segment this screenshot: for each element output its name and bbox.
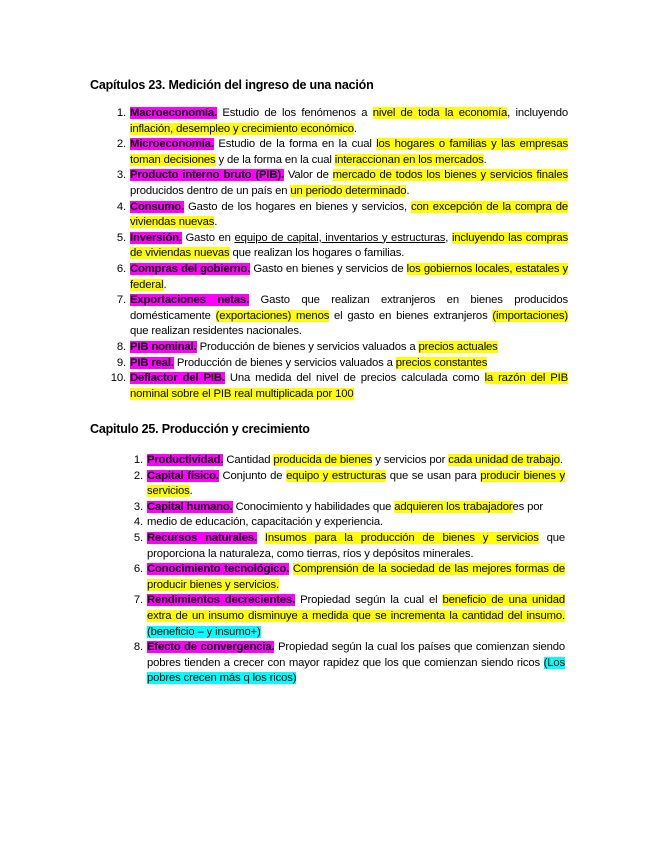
definition-text: Conocimiento y habilidades que <box>232 500 395 513</box>
cyan-highlight: (Los pobres crecen más q los ricos) <box>147 656 565 685</box>
item-number: 1. <box>116 107 126 119</box>
item-number: 9. <box>116 356 126 369</box>
definition-text: . <box>163 278 167 291</box>
definition-text: Propiedad según la cual el <box>295 594 443 607</box>
term: Productividad. <box>147 454 224 466</box>
definition-text: Una medida del nivel de precios calculada como <box>224 372 485 385</box>
list-item <box>125 562 565 593</box>
definition-text: el gasto en bienes extranjeros <box>329 309 493 322</box>
item-number: 6. <box>133 563 143 576</box>
item-number: 5. <box>133 531 143 544</box>
item-number: 3. <box>133 500 143 513</box>
term: Deflactor del PIB. <box>130 372 225 385</box>
yellow-highlight: beneficio de una unidad extra de un insumo disminuye a medida que se incrementa la cantidad del insumo. <box>147 594 565 622</box>
term: Compras del gobierno. <box>130 262 251 275</box>
item-number: 7. <box>116 294 126 307</box>
term: Macroeconomía. <box>130 107 218 119</box>
list-item <box>108 293 568 340</box>
list-item <box>108 356 568 372</box>
list-item <box>125 531 565 562</box>
definition-text: . <box>214 216 218 229</box>
yellow-highlight: incluyendo las compras de viviendas nuevas <box>130 231 568 260</box>
yellow-highlight: con excepción de la compra de viviendas nuevas <box>130 200 568 229</box>
definition-text: Producción de bienes y servicios valuados a <box>196 340 419 353</box>
definition-text <box>257 532 265 544</box>
list-item <box>108 371 568 402</box>
definition-text: Gasto que realizan extranjeros en bienes producidos domésticamente <box>130 294 568 322</box>
term: Recursos naturales. <box>147 531 258 544</box>
definition-text: Estudio de la forma en la cual <box>213 138 377 151</box>
yellow-highlight: (importaciones) <box>492 309 568 322</box>
definition-text: Conjunto de <box>218 469 287 482</box>
item-number: 4. <box>116 200 126 213</box>
definition-text: medio de educación, capacitación y experiencia. <box>147 516 383 529</box>
term: Efecto de convergencia. <box>147 641 275 654</box>
yellow-highlight: inflación, desempleo y crecimiento económico <box>130 122 354 135</box>
yellow-highlight: (exportaciones) menos <box>215 309 330 322</box>
chapter-23-definitions-list <box>108 106 568 402</box>
list-item <box>108 200 568 231</box>
term: Consumo. <box>130 200 185 213</box>
definition-text: , incluyendo <box>507 107 568 119</box>
item-number: 2. <box>133 469 143 482</box>
item-number: 2. <box>116 138 126 151</box>
yellow-highlight: interaccionan en los mercados <box>334 153 484 166</box>
yellow-highlight: precios actuales <box>418 340 498 353</box>
term: Capital físico. <box>147 469 219 482</box>
definition-text: , <box>445 231 452 244</box>
underlined-text: equipo de capital, inventarios y estructuras <box>234 231 446 244</box>
definition-text: . <box>406 184 410 197</box>
definition-text: que realizan residentes nacionales. <box>130 325 302 338</box>
item-number: 8. <box>133 641 143 654</box>
definition-text: Gasto de los hogares en bienes y servicios, <box>184 200 412 213</box>
definition-text: que proporciona la naturaleza, como tierras, ríos y depósitos minerales. <box>147 531 565 560</box>
term: PIB nominal. <box>130 340 197 353</box>
yellow-highlight: adquieren los trabajador <box>394 500 513 513</box>
definition-text: es por <box>512 500 543 513</box>
list-item <box>125 640 565 687</box>
chapter-23-heading: Capítulos 23. Medición del ingreso de una nación <box>90 78 374 92</box>
term: Capital humano. <box>147 500 233 513</box>
definition-text: Cantidad <box>223 454 274 466</box>
definition-text: . <box>353 122 357 135</box>
definition-text: Gasto en <box>181 231 235 244</box>
list-item <box>125 593 565 640</box>
item-number: 4. <box>133 516 143 529</box>
yellow-highlight: producir bienes y servicios <box>147 469 565 498</box>
definition-text: que se usan para <box>386 469 481 482</box>
cyan-highlight: (beneficio – y insumo+) <box>147 625 261 638</box>
definition-text: . <box>483 153 487 166</box>
list-item <box>108 340 568 356</box>
yellow-highlight: Comprensión de la sociedad de las mejores formas de producir bienes y servicios. <box>147 563 566 591</box>
definition-text: Estudio de los fenómenos a <box>217 107 373 119</box>
list-item <box>108 168 568 199</box>
yellow-highlight: un periodo determinado <box>290 184 407 197</box>
yellow-highlight: los gobiernos locales, estatales y federal <box>130 262 569 291</box>
yellow-highlight: mercado de todos los bienes y servicios finales <box>332 169 568 182</box>
definition-text: y servicios por <box>372 454 449 466</box>
definition-text: Propiedad según la cual los países que comienzan siendo pobres tienden a crecer con mayor rapidez que los que comienzan siendo ricos <box>147 641 565 669</box>
term: Producto interno bruto (PIB). <box>130 169 284 182</box>
chapter-25-definitions-list <box>125 453 565 687</box>
definition-text: . <box>559 454 563 466</box>
definition-text: y de la forma en la cual <box>215 153 335 166</box>
item-number: 3. <box>116 169 126 182</box>
term: Microeconomía. <box>130 138 214 151</box>
definition-text: . <box>189 485 193 498</box>
term: Inversión. <box>130 231 182 244</box>
yellow-highlight: cada unidad de trabajo <box>448 454 560 466</box>
definition-text: producidos dentro de un país en <box>130 184 291 197</box>
chapter-25-heading: Capitulo 25. Producción y crecimiento <box>90 422 310 436</box>
list-item <box>108 231 568 262</box>
yellow-highlight: nivel de toda la economía <box>372 107 508 119</box>
definition-text: Valor de <box>283 169 333 182</box>
definition-text: Gasto en bienes y servicios de <box>250 262 407 275</box>
term: PIB real. <box>130 356 174 369</box>
yellow-highlight: Insumos para la producción de bienes y servicios <box>264 531 539 544</box>
definition-text: Producción de bienes y servicios valuados a <box>173 356 396 369</box>
list-item <box>125 469 565 500</box>
yellow-highlight: producida de bienes <box>273 454 373 466</box>
list-item <box>108 137 568 168</box>
yellow-highlight: la razón del PIB nominal sobre el PIB real multiplicada por 100 <box>130 372 568 400</box>
term: Exportaciones netas. <box>130 294 250 307</box>
list-item <box>108 262 568 293</box>
item-number: 5. <box>116 231 126 244</box>
list-item <box>125 453 565 469</box>
item-number: 1. <box>133 454 143 466</box>
list-item <box>125 515 565 531</box>
item-number: 6. <box>116 262 126 275</box>
item-number: 8. <box>116 340 126 353</box>
yellow-highlight: los hogares o familias y las empresas toman decisiones <box>130 138 568 166</box>
definition-text: que realizan los hogares o familias. <box>229 247 405 260</box>
term: Rendimientos decrecientes. <box>147 594 296 607</box>
yellow-highlight: precios constantes <box>395 356 488 369</box>
yellow-highlight: equipo y estructuras <box>286 469 387 482</box>
list-item <box>108 106 568 137</box>
list-item <box>125 500 565 516</box>
item-number: 7. <box>133 594 143 607</box>
item-number: 10. <box>110 372 126 385</box>
term: Conocimiento tecnológico. <box>147 563 290 576</box>
